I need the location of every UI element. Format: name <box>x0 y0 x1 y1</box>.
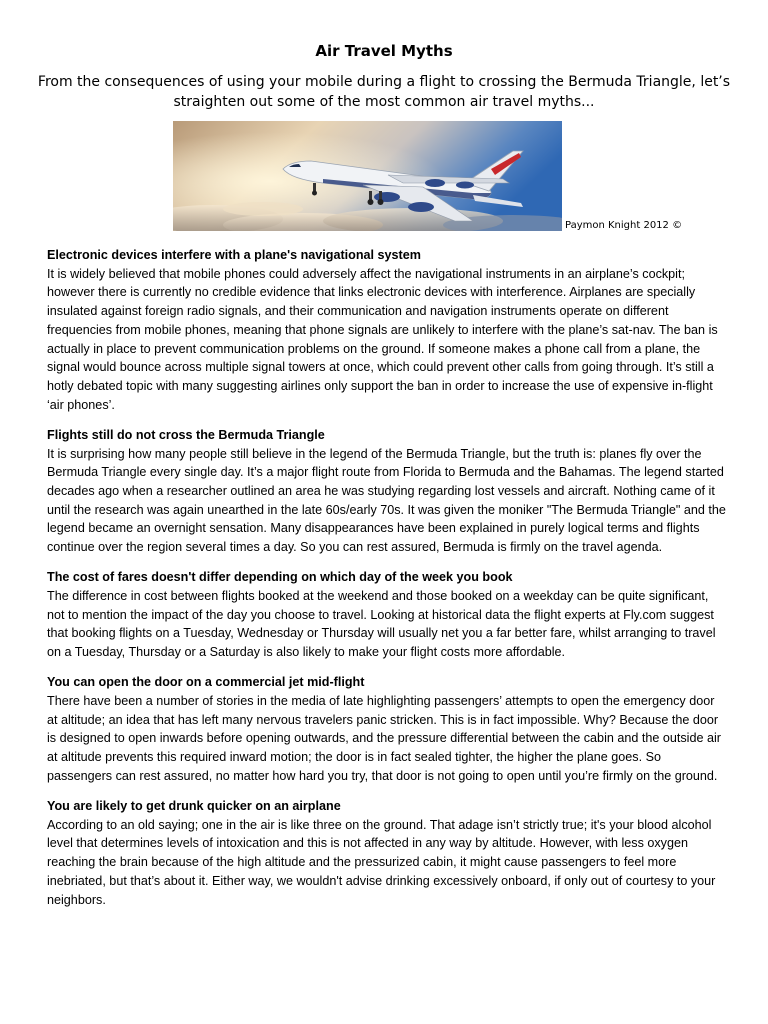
article-section <box>47 673 727 785</box>
airplane-illustration <box>173 121 562 231</box>
airplane-photo <box>173 121 562 231</box>
article-section <box>47 568 727 662</box>
document-subtitle: From the consequences of using your mobile during a flight to crossing the Bermuda Triangle, let’s straighten out some of the most common air travel myths... <box>37 74 731 110</box>
section-body: There have been a number of stories in the media of late highlighting passengers’ attempts to open the emergency door at altitude; an idea that has left many nervous travelers panic stricken. This is in fact impossible. Why? Because the door is designed to open inwards before opening outwards, and the pressure differential between the cabin and the outside air at altitude prevents this required inward motion; the door is in fact sealed tighter, the higher the plane goes. So passengers can rest assured, no matter how hard you try, that door is not going to open until you’re firmly on the ground. <box>47 693 721 783</box>
section-heading: The cost of fares doesn't differ depending on which day of the week you book <box>47 570 513 585</box>
section-body: It is surprising how many people still believe in the legend of the Bermuda Triangle, but the truth is: planes fly over the Bermuda Triangle every single day. It’s a major flight route from Florida to Bermuda and the Bahamas. The legend started decades ago when a researcher outlined an area he was studying regarding lost vessels and aircraft. Nothing came of it until the research was again unearthed in the late 60s/early 70s. It was given the moniker "The Bermuda Triangle" and the legend became an overnight sensation. Many disappearances have been explained in purely logical terms and flights continue over the region several times a day. So you can rest assured, Bermuda is firmly on the travel agenda. <box>47 446 726 555</box>
section-heading: Flights still do not cross the Bermuda Triangle <box>47 427 325 442</box>
image-credit: Paymon Knight 2012 © <box>565 220 683 231</box>
section-body: It is widely believed that mobile phones could adversely affect the navigational instruments in an airplane’s cockpit; however there is currently no credible evidence that links electronic devices with interference. Airplanes are specially insulated against foreign radio signals, and their communication and navigation instruments operate on different frequencies from mobile phones, meaning that phone signals are unlikely to interfere with the plane’s sat-nav. The ban is actually in place to prevent communication problems on the ground. If someone makes a phone call from a plane, the signal would bounce across multiple signal towers at once, which could prevent other calls from going through. It’s still a hotly debated topic with many suggesting airlines only support the ban in order to increase the use of expensive in-flight ‘air phones’. <box>47 266 718 412</box>
section-body: The difference in cost between flights booked at the weekend and those booked on a weekday can be quite significant, not to mention the impact of the day you choose to travel. Looking at historical data the flight experts at Fly.com suggest that booking flights on a Tuesday, Wednesday or Thursday will usually net you a far better fare, whilst arranging to travel on a Tuesday, Thursday or a Saturday is also likely to make your flight costs more affordable. <box>47 588 716 660</box>
section-heading: Electronic devices interfere with a plane's navigational system <box>47 248 421 262</box>
article-section <box>47 797 727 909</box>
article-section <box>47 426 727 557</box>
section-heading: You are likely to get drunk quicker on an airplane <box>47 798 341 813</box>
section-body: According to an old saying; one in the air is like three on the ground. That adage isn’t strictly true; it's your blood alcohol level that determines levels of intoxication and this is not affected in any way by altitude. However, with less oxygen reaching the brain because of the high altitude and the pressurized cabin, it might cause passengers to feel more inebriated, but that’s about it. Either way, we wouldn't advise drinking excessively onboard, if only out of courtesy to your neighbors. <box>47 817 716 907</box>
article-body <box>47 246 727 921</box>
section-heading: You can open the door on a commercial jet mid-flight <box>47 675 365 690</box>
document-title: Air Travel Myths <box>315 42 453 60</box>
article-section <box>47 246 727 414</box>
